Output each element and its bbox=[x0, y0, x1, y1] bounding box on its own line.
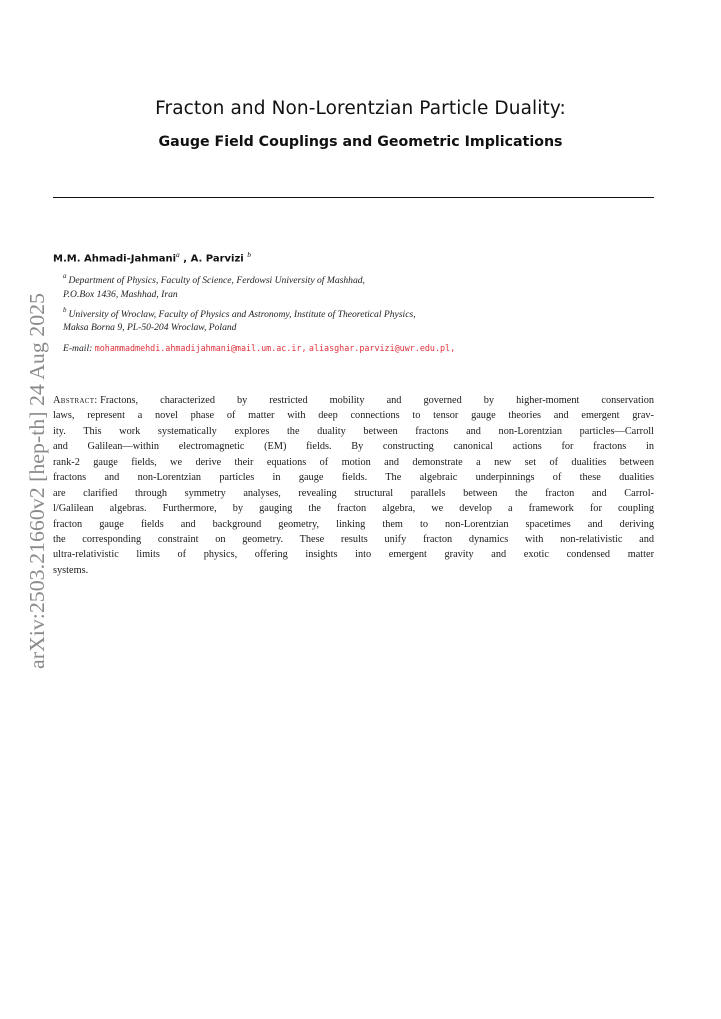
title-rule bbox=[53, 197, 654, 198]
abstract-text: Fractons, characterized by restricted mobility and governed by higher-moment conservation bbox=[100, 395, 654, 406]
abstract bbox=[53, 393, 654, 578]
author-name: A. Parvizi bbox=[190, 253, 244, 265]
author-affiliation-mark: a bbox=[176, 250, 180, 259]
paper-title: Fracton and Non-Lorentzian Particle Duality: bbox=[155, 98, 566, 119]
affiliation bbox=[63, 271, 365, 287]
author-affiliation-mark: b bbox=[247, 250, 251, 259]
abstract-line bbox=[53, 393, 654, 408]
paper-subtitle: Gauge Field Couplings and Geometric Implications bbox=[158, 134, 563, 150]
email-link[interactable]: mohammadmehdi.ahmadijahmani@mail.um.ac.ir, bbox=[94, 343, 307, 353]
affiliation-line: University of Wroclaw, Faculty of Physics and Astronomy, Institute of Theoretical Physics, bbox=[68, 309, 416, 321]
affiliation-address bbox=[63, 288, 178, 301]
abstract-line: and Galilean—within electromagnetic (EM) fields. By constructing canonical actions for fractons in bbox=[53, 441, 654, 453]
affiliation-line: Maksa Borna 9, PL-50-204 Wroclaw, Poland bbox=[63, 322, 237, 333]
abstract-line: fractons and non-Lorentzian particles in gauge fields. The algebraic underpinnings of these dualities bbox=[53, 472, 654, 484]
abstract-line: systems. bbox=[53, 564, 89, 576]
affiliation-line: P.O.Box 1436, Mashhad, Iran bbox=[63, 289, 178, 300]
abstract-line: the corresponding constraint on geometry. These results unify fracton dynamics with non-relativistic and bbox=[53, 533, 654, 545]
abstract-line: laws, represent a novel phase of matter with deep connections to tensor gauge theories and emergent grav- bbox=[53, 410, 654, 422]
affiliation-address bbox=[63, 321, 236, 334]
author-name: M.M. Ahmadi-Jahmani bbox=[53, 253, 177, 265]
author-list bbox=[53, 250, 251, 264]
email-link[interactable]: aliasghar.parvizi@uwr.edu.pl, bbox=[308, 343, 456, 353]
abstract-line: l/Galilean algebras. Furthermore, by gauging the fracton algebra, we develop a framework for coupling bbox=[53, 503, 654, 515]
abstract-line: are clarified through symmetry analyses, revealing structural parallels between the fracton and Carrol- bbox=[53, 487, 654, 499]
affiliation-line: Department of Physics, Faculty of Science, Ferdowsi University of Mashhad, bbox=[68, 275, 365, 287]
email-label: E-mail: bbox=[63, 343, 93, 354]
abstract-line: rank-2 gauge fields, we derive their equations of motion and demonstrate a new set of dualities between bbox=[53, 456, 654, 468]
arxiv-stamp-text: arXiv:2503.21660v2 [hep-th] 24 Aug 2025 bbox=[25, 299, 49, 669]
abstract-line: ity. This work systematically explores the duality between fractons and non-Lorentzian particles—Carroll bbox=[53, 425, 654, 437]
author-separator: , bbox=[179, 253, 191, 265]
affiliation-mark: a bbox=[63, 272, 67, 280]
abstract-line: fracton gauge fields and background geometry, linking them to non-Lorentzian spacetimes and deriving bbox=[53, 518, 654, 530]
affiliation-mark: b bbox=[63, 306, 67, 314]
contact-emails bbox=[63, 343, 455, 354]
abstract-line: ultra-relativistic limits of physics, offering insights into emergent gravity and exotic condensed matter bbox=[53, 549, 654, 561]
affiliation bbox=[63, 305, 416, 321]
abstract-heading: Abstract: bbox=[53, 395, 98, 406]
